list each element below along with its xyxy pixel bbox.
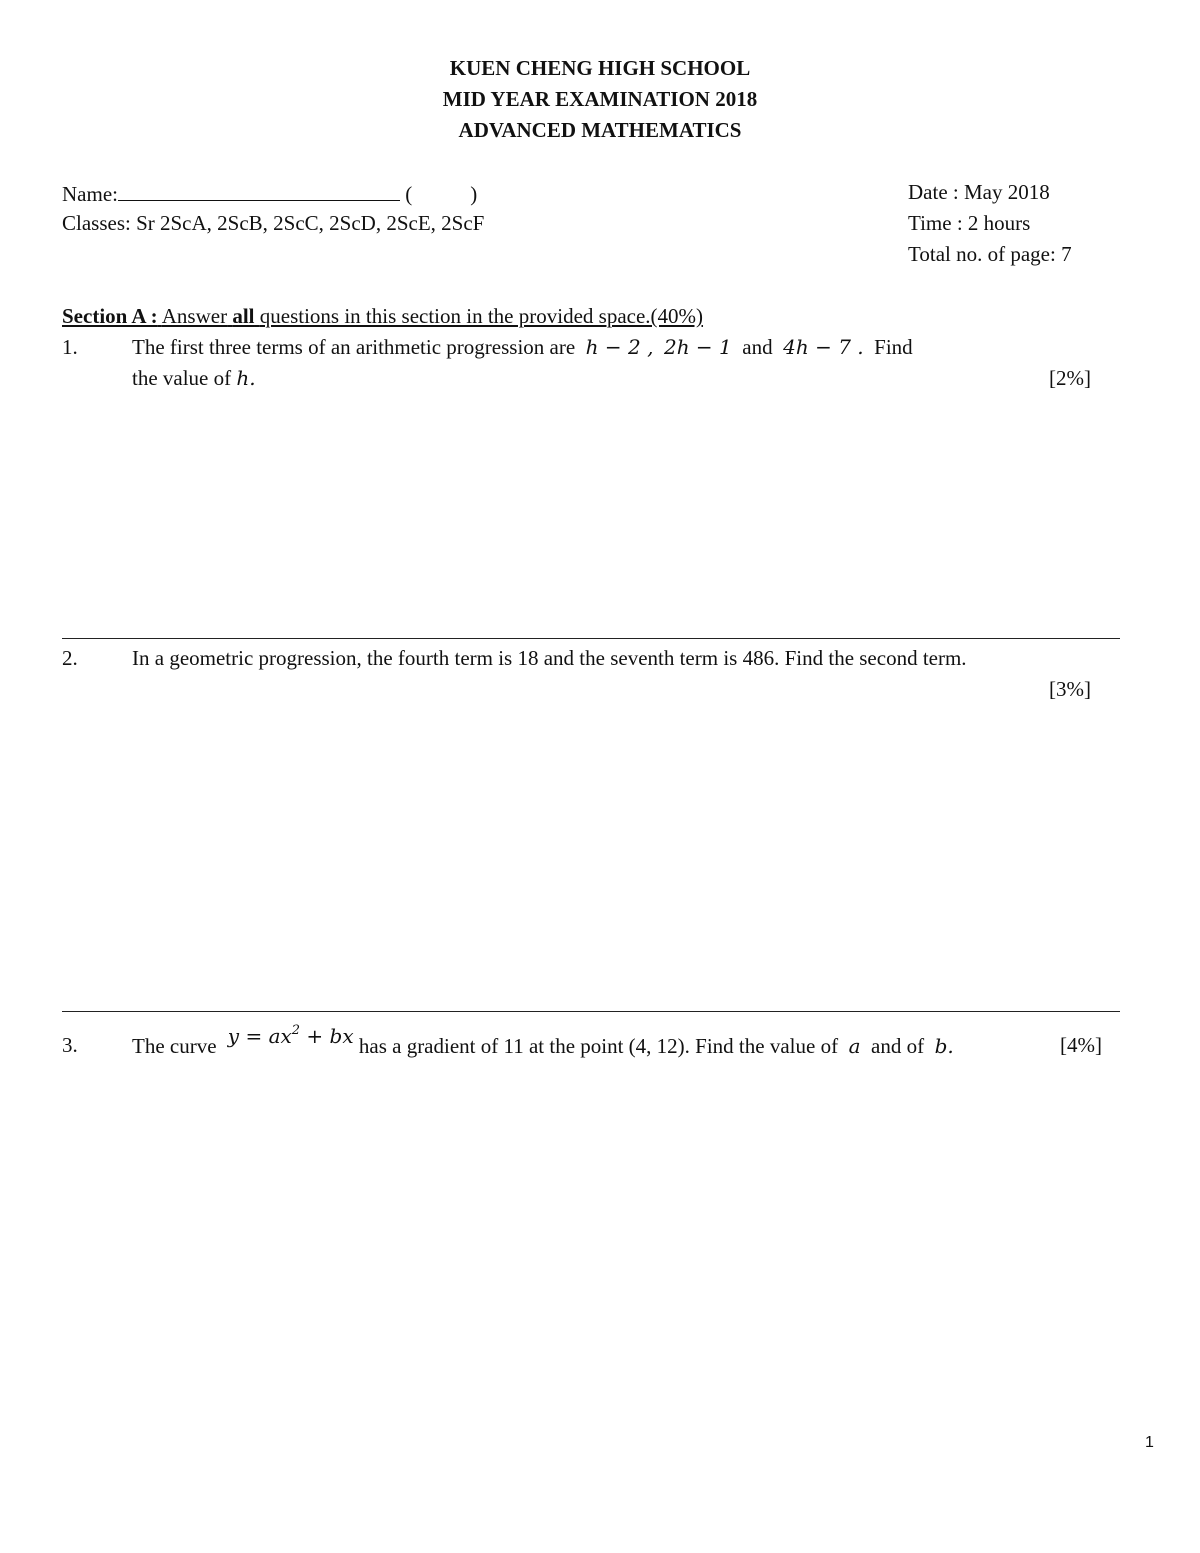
question-1-text-2: the value of <box>132 366 232 390</box>
paren-close: ) <box>470 182 478 206</box>
page-number: 1 <box>1145 1434 1154 1451</box>
question-3-number: 3. <box>62 1033 78 1057</box>
find-word: Find <box>874 335 913 359</box>
divider-1 <box>62 638 1120 639</box>
question-1-marks: [2%] <box>1049 366 1091 390</box>
question-3-line <box>132 1023 954 1059</box>
divider-2 <box>62 1011 1120 1012</box>
equation-rest: + bx <box>306 1024 354 1048</box>
term-2: 2h − 1 <box>663 335 732 359</box>
term-3: 4h − 7 . <box>783 335 864 359</box>
question-3-text-b: has a gradient of 11 at the point (4, 12). Find the value of <box>358 1034 839 1058</box>
question-2-text: In a geometric progression, the fourth term is 18 and the seventh term is 486. Find the second term. <box>132 646 967 670</box>
equation-main: y = ax <box>227 1024 292 1048</box>
section-label: Section A : <box>62 304 158 328</box>
question-1-text: The first three terms of an arithmetic progression are <box>132 335 576 359</box>
question-1-line-2 <box>132 366 256 391</box>
variable-a: a <box>848 1034 861 1058</box>
total-pages: Total no. of page: 7 <box>908 242 1072 266</box>
question-2-number: 2. <box>62 646 78 670</box>
question-2-marks: [3%] <box>1049 677 1091 701</box>
equation-exponent: 2 <box>291 1023 301 1038</box>
question-1-line-1 <box>132 335 913 360</box>
exam-date: Date : May 2018 <box>908 180 1050 204</box>
section-text-pre: Answer <box>161 304 228 328</box>
and-of: and of <box>871 1034 925 1058</box>
and-word: and <box>742 335 773 359</box>
name-label: Name: <box>62 182 118 206</box>
variable-h: h. <box>236 366 256 390</box>
section-text-post: questions in this section in the provided space.(40%) <box>259 304 704 328</box>
question-3-marks: [4%] <box>1060 1033 1102 1057</box>
question-1-number: 1. <box>62 335 78 359</box>
school-name: KUEN CHENG HIGH SCHOOL <box>449 56 751 80</box>
curve-equation <box>228 1024 354 1048</box>
section-heading <box>62 304 703 329</box>
classes-line: Classes: Sr 2ScA, 2ScB, 2ScC, 2ScD, 2ScE, 2ScF <box>62 211 485 235</box>
name-field <box>62 180 477 207</box>
paren-open: ( <box>405 182 413 206</box>
subject-title: ADVANCED MATHEMATICS <box>458 118 742 142</box>
exam-time: Time : 2 hours <box>908 211 1031 235</box>
section-text-bold: all <box>232 304 255 328</box>
name-blank <box>118 180 400 201</box>
exam-title: MID YEAR EXAMINATION 2018 <box>442 87 758 111</box>
variable-b: b. <box>934 1034 954 1058</box>
question-3-text-a: The curve <box>132 1034 217 1058</box>
term-1: h − 2 , <box>585 335 654 359</box>
